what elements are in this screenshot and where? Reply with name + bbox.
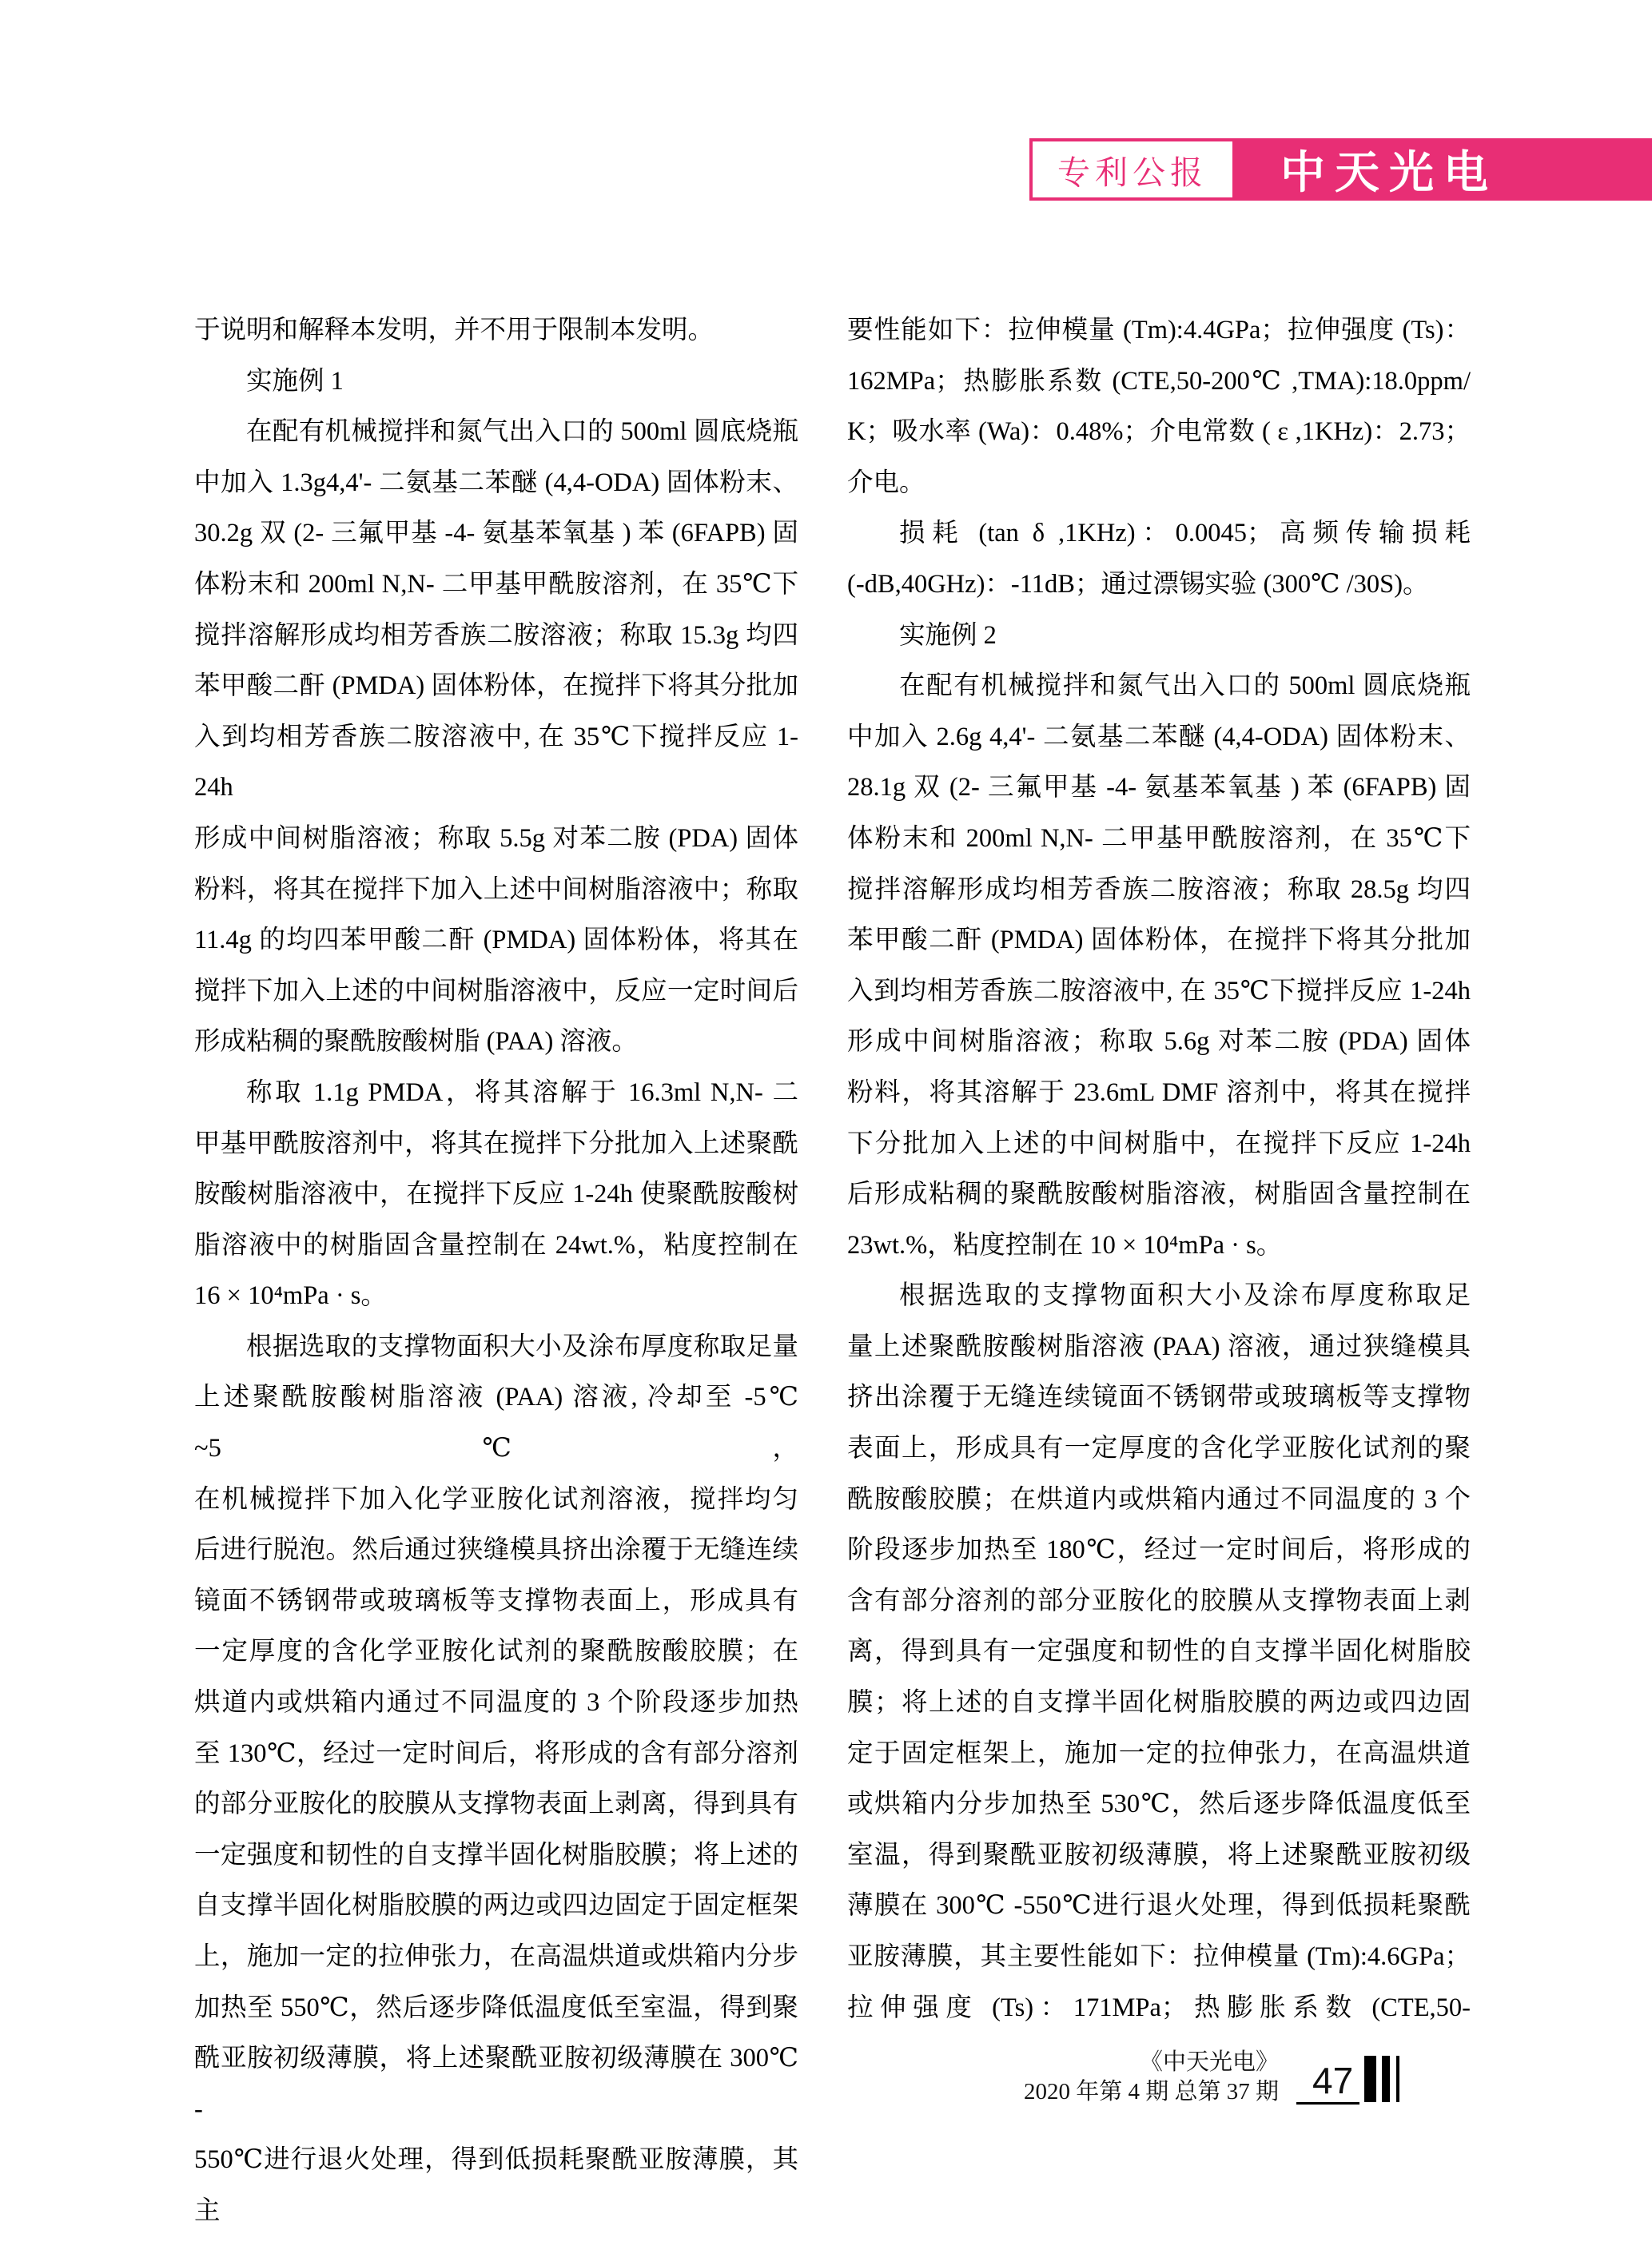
brand-logo: 中天光电 xyxy=(1280,146,1498,199)
text-line: 加热至 550℃，然后逐步降低温度低至室温，得到聚 xyxy=(194,1993,798,2022)
text-line: 形成中间树脂溶液；称取 5.6g 对苯二胺 (PDA) 固体 xyxy=(847,1027,1471,1057)
text-line: 中加入 2.6g 4,4'- 二氨基二苯醚 (4,4-ODA) 固体粉末、 xyxy=(847,722,1471,751)
text-line: 酰胺酸胶膜；在烘道内或烘箱内通过不同温度的 3 个 xyxy=(847,1484,1471,1514)
issue-info: 2020 年第 4 期 总第 37 期 xyxy=(1023,2079,1279,2105)
text-line: 亚胺薄膜，其主要性能如下：拉伸模量 (Tm):4.6GPa； xyxy=(847,1942,1471,1971)
text-line: 后进行脱泡。然后通过狭缝模具挤出涂覆于无缝连续 xyxy=(194,1535,798,1565)
text-line: 一定强度和韧性的自支撑半固化树脂胶膜；将上述的 xyxy=(194,1840,798,1870)
text-line: 实施例 2 xyxy=(899,620,997,650)
text-line: 苯甲酸二酐 (PMDA) 固体粉体，在搅拌下将其分批加 xyxy=(194,671,798,701)
page-number-block xyxy=(1296,2048,1399,2105)
text-line: 实施例 1 xyxy=(246,366,344,396)
text-line: 在配有机械搅拌和氮气出入口的 500ml 圆底烧瓶 xyxy=(899,671,1471,701)
page-footer xyxy=(991,2048,1399,2107)
text-line: 拉伸强度 (Ts)：171MPa；热膨胀系数 (CTE,50- xyxy=(847,1993,1471,2022)
text-line: 甲基甲酰胺溶剂中，将其在搅拌下分批加入上述聚酰 xyxy=(194,1129,798,1158)
text-line: 至 130℃，经过一定时间后，将形成的含有部分溶剂 xyxy=(194,1738,798,1768)
text-line: 自支撑半固化树脂胶膜的两边或四边固定于固定框架 xyxy=(194,1891,798,1921)
text-line: 苯甲酸二酐 (PMDA) 固体粉体，在搅拌下将其分批加 xyxy=(847,926,1471,955)
text-line: K；吸水率 (Wa)：0.48%；介电常数 ( ε ,1KHz)：2.73； xyxy=(847,417,1471,447)
journal-title: 《中天光电》 xyxy=(1139,2049,1279,2075)
text-line: 的部分亚胺化的胶膜从支撑物表面上剥离，得到具有 xyxy=(194,1790,798,1819)
text-line: 在机械搅拌下加入化学亚胺化试剂溶液，搅拌均匀 xyxy=(194,1484,798,1514)
footer-text xyxy=(991,2048,1279,2107)
page-number: 47 xyxy=(1296,2062,1359,2105)
right-text-column xyxy=(847,305,1471,2033)
text-line: 后形成粘稠的聚酰胺酸树脂溶液，树脂固含量控制在 xyxy=(847,1180,1471,1209)
text-line: 表面上，形成具有一定厚度的含化学亚胺化试剂的聚 xyxy=(847,1434,1471,1463)
text-line: 或烘箱内分步加热至 530℃，然后逐步降低温度低至 xyxy=(847,1790,1471,1819)
text-line: 中加入 1.3g4,4'- 二氨基二苯醚 (4,4-ODA) 固体粉末、 xyxy=(194,468,798,497)
text-line: 于说明和解释本发明，并不用于限制本发明。 xyxy=(194,316,715,344)
text-line: 要性能如下：拉伸模量 (Tm):4.4GPa；拉伸强度 (Ts)： xyxy=(847,316,1471,344)
text-line: 搅拌下加入上述的中间树脂溶液中，反应一定时间后 xyxy=(194,976,798,1006)
text-line: 一定厚度的含化学亚胺化试剂的聚酰胺酸胶膜；在 xyxy=(194,1637,798,1667)
text-line: 胺酸树脂溶液中，在搅拌下反应 1-24h 使聚酰胺酸树 xyxy=(194,1180,798,1209)
text-line: 11.4g 的均四苯甲酸二酐 (PMDA) 固体粉体，将其在 xyxy=(194,926,798,955)
text-line: 称取 1.1g PMDA，将其溶解于 16.3ml N,N- 二 xyxy=(246,1077,798,1107)
text-line: 16 × 10⁴mPa · s。 xyxy=(194,1281,387,1311)
text-line: 薄膜在 300℃ -550℃进行退火处理，得到低损耗聚酰 xyxy=(847,1891,1471,1921)
text-line: 粉料，将其在搅拌下加入上述中间树脂溶液中；称取 xyxy=(194,874,798,904)
text-line: 镜面不锈钢带或玻璃板等支撑物表面上，形成具有 xyxy=(194,1586,798,1615)
text-line: 脂溶液中的树脂固含量控制在 24wt.%，粘度控制在 xyxy=(194,1230,798,1260)
text-line: 根据选取的支撑物面积大小及涂布厚度称取足 xyxy=(899,1281,1471,1311)
text-line: (-dB,40GHz)：-11dB；通过漂锡实验 (300℃ /30S)。 xyxy=(847,569,1429,599)
marker-bar xyxy=(1382,2056,1390,2102)
text-line: 损耗 (tan δ ,1KHz)：0.0045；高频传输损耗 xyxy=(899,519,1471,548)
marker-bar xyxy=(1396,2056,1399,2102)
text-line: 膜；将上述的自支撑半固化树脂胶膜的两边或四边固 xyxy=(847,1688,1471,1718)
text-line: 形成粘稠的聚酰胺酸树脂 (PAA) 溶液。 xyxy=(194,1027,638,1057)
text-line: 根据选取的支撑物面积大小及涂布厚度称取足量 xyxy=(246,1332,798,1361)
text-line: 介电。 xyxy=(847,468,926,497)
text-line: 定于固定框架上，施加一定的拉伸张力，在高温烘道 xyxy=(847,1738,1471,1768)
text-line: 量上述聚酰胺酸树脂溶液 (PAA) 溶液，通过狭缝模具 xyxy=(847,1332,1471,1361)
page-marker-bars-icon xyxy=(1364,2056,1399,2102)
text-line: 搅拌溶解形成均相芳香族二胺溶液；称取 15.3g 均四 xyxy=(194,620,798,650)
gazette-badge-label: 专利公报 xyxy=(1057,153,1208,191)
text-line: 上，施加一定的拉伸张力，在高温烘道或烘箱内分步 xyxy=(194,1942,798,1971)
text-line: 28.1g 双 (2- 三氟甲基 -4- 氨基苯氧基 ) 苯 (6FAPB) 固 xyxy=(847,773,1471,802)
text-line: 体粉末和 200ml N,N- 二甲基甲酰胺溶剂，在 35℃下 xyxy=(847,823,1471,853)
text-line: 形成中间树脂溶液；称取 5.5g 对苯二胺 (PDA) 固体 xyxy=(194,823,798,853)
text-line: 室温，得到聚酰亚胺初级薄膜，将上述聚酰亚胺初级 xyxy=(847,1840,1471,1870)
left-text-column xyxy=(194,305,798,2237)
text-line: 23wt.%，粘度控制在 10 × 10⁴mPa · s。 xyxy=(847,1230,1283,1260)
text-line: 烘道内或烘箱内通过不同温度的 3 个阶段逐步加热 xyxy=(194,1688,798,1718)
marker-bar xyxy=(1364,2056,1376,2102)
text-line: 入到均相芳香族二胺溶液中, 在 35℃下搅拌反应 1-24h xyxy=(194,722,798,802)
text-line: 粉料，将其溶解于 23.6mL DMF 溶剂中，将其在搅拌 xyxy=(847,1077,1471,1107)
page-header xyxy=(1029,138,1652,201)
brand-band xyxy=(1236,138,1652,201)
text-line: 入到均相芳香族二胺溶液中, 在 35℃下搅拌反应 1-24h xyxy=(847,976,1471,1006)
text-line: 体粉末和 200ml N,N- 二甲基甲酰胺溶剂，在 35℃下 xyxy=(194,569,798,599)
text-line: 30.2g 双 (2- 三氟甲基 -4- 氨基苯氧基 ) 苯 (6FAPB) 固 xyxy=(194,519,798,548)
text-line: 酰亚胺初级薄膜，将上述聚酰亚胺初级薄膜在 300℃ - xyxy=(194,2044,798,2124)
text-line: 离，得到具有一定强度和韧性的自支撑半固化树脂胶 xyxy=(847,1637,1471,1667)
text-line: 550℃进行退火处理，得到低损耗聚酰亚胺薄膜，其主 xyxy=(194,2145,798,2225)
text-line: 含有部分溶剂的部分亚胺化的胶膜从支撑物表面上剥 xyxy=(847,1586,1471,1615)
text-line: 下分批加入上述的中间树脂中，在搅拌下反应 1-24h xyxy=(847,1129,1471,1158)
text-line: 挤出涂覆于无缝连续镜面不锈钢带或玻璃板等支撑物 xyxy=(847,1383,1471,1412)
gazette-badge xyxy=(1029,138,1236,201)
text-line: 在配有机械搅拌和氮气出入口的 500ml 圆底烧瓶 xyxy=(246,417,798,447)
text-line: 搅拌溶解形成均相芳香族二胺溶液；称取 28.5g 均四 xyxy=(847,874,1471,904)
text-line: 阶段逐步加热至 180℃，经过一定时间后，将形成的 xyxy=(847,1535,1471,1565)
text-line: 上述聚酰胺酸树脂溶液 (PAA) 溶液, 冷却至 -5℃ ~5℃， xyxy=(194,1383,798,1463)
text-line: 162MPa；热膨胀系数 (CTE,50-200℃ ,TMA):18.0ppm/ xyxy=(847,366,1471,396)
